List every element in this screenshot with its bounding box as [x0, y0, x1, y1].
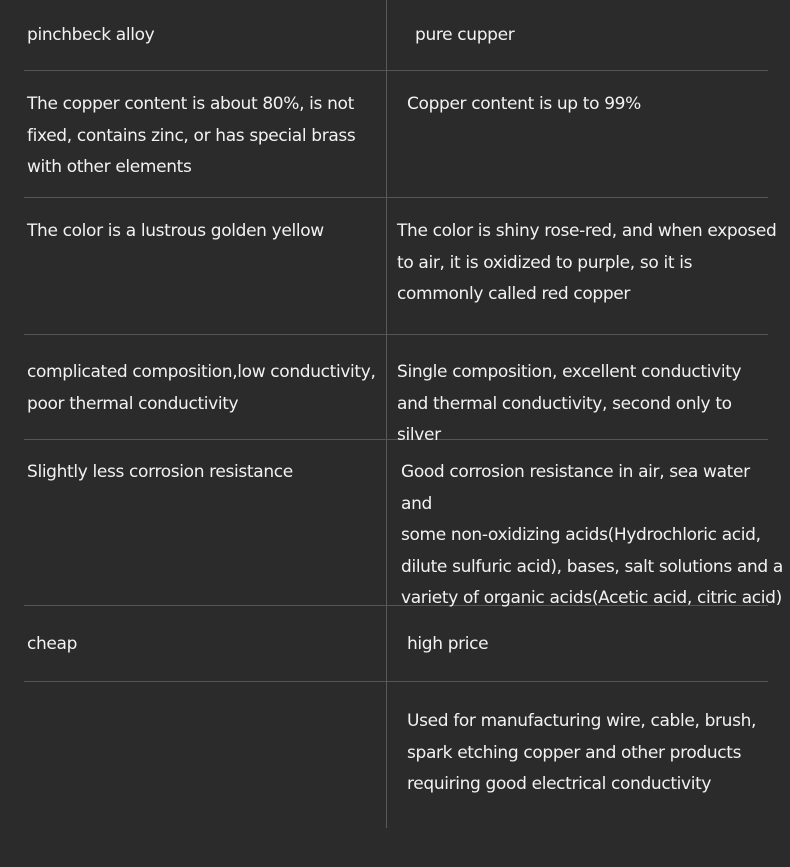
cell-alloy-color: The color is a lustrous golden yellow [27, 221, 324, 241]
cell-alloy-price: cheap [27, 634, 78, 654]
column-divider [386, 0, 387, 828]
cell-copper-content: Copper content is up to 99% [407, 94, 641, 114]
cell-copper-corrosion: Good corrosion resistance in air, sea water and some non-oxidizing acids(Hydrochloric acid, dilute sulfuric acid), bases, salt solutions and a variety of organic acids(Acetic acid, citric acid) [401, 462, 783, 608]
cell-alloy-name: pinchbeck alloy [27, 25, 155, 45]
cell-alloy-corrosion: Slightly less corrosion resistance [27, 462, 293, 482]
row-divider [24, 681, 768, 682]
row-divider [24, 197, 768, 198]
cell-alloy-content: The copper content is about 80%, is not fixed, contains zinc, or has special brass with other elements [27, 94, 356, 177]
cell-copper-color: The color is shiny rose-red, and when exposed to air, it is oxidized to purple, so it is commonly called red copper [397, 221, 777, 304]
cell-copper-name: pure cupper [415, 25, 515, 45]
row-divider [24, 334, 768, 335]
cell-copper-price: high price [407, 634, 489, 654]
cell-copper-conductivity: Single composition, excellent conductivity and thermal conductivity, second only to silver [397, 362, 742, 445]
cell-alloy-conductivity: complicated composition,low conductivity, poor thermal conductivity [27, 362, 376, 414]
cell-copper-usage: Used for manufacturing wire, cable, brush, spark etching copper and other products requiring good electrical conductivity [407, 711, 757, 794]
row-divider [24, 70, 768, 71]
